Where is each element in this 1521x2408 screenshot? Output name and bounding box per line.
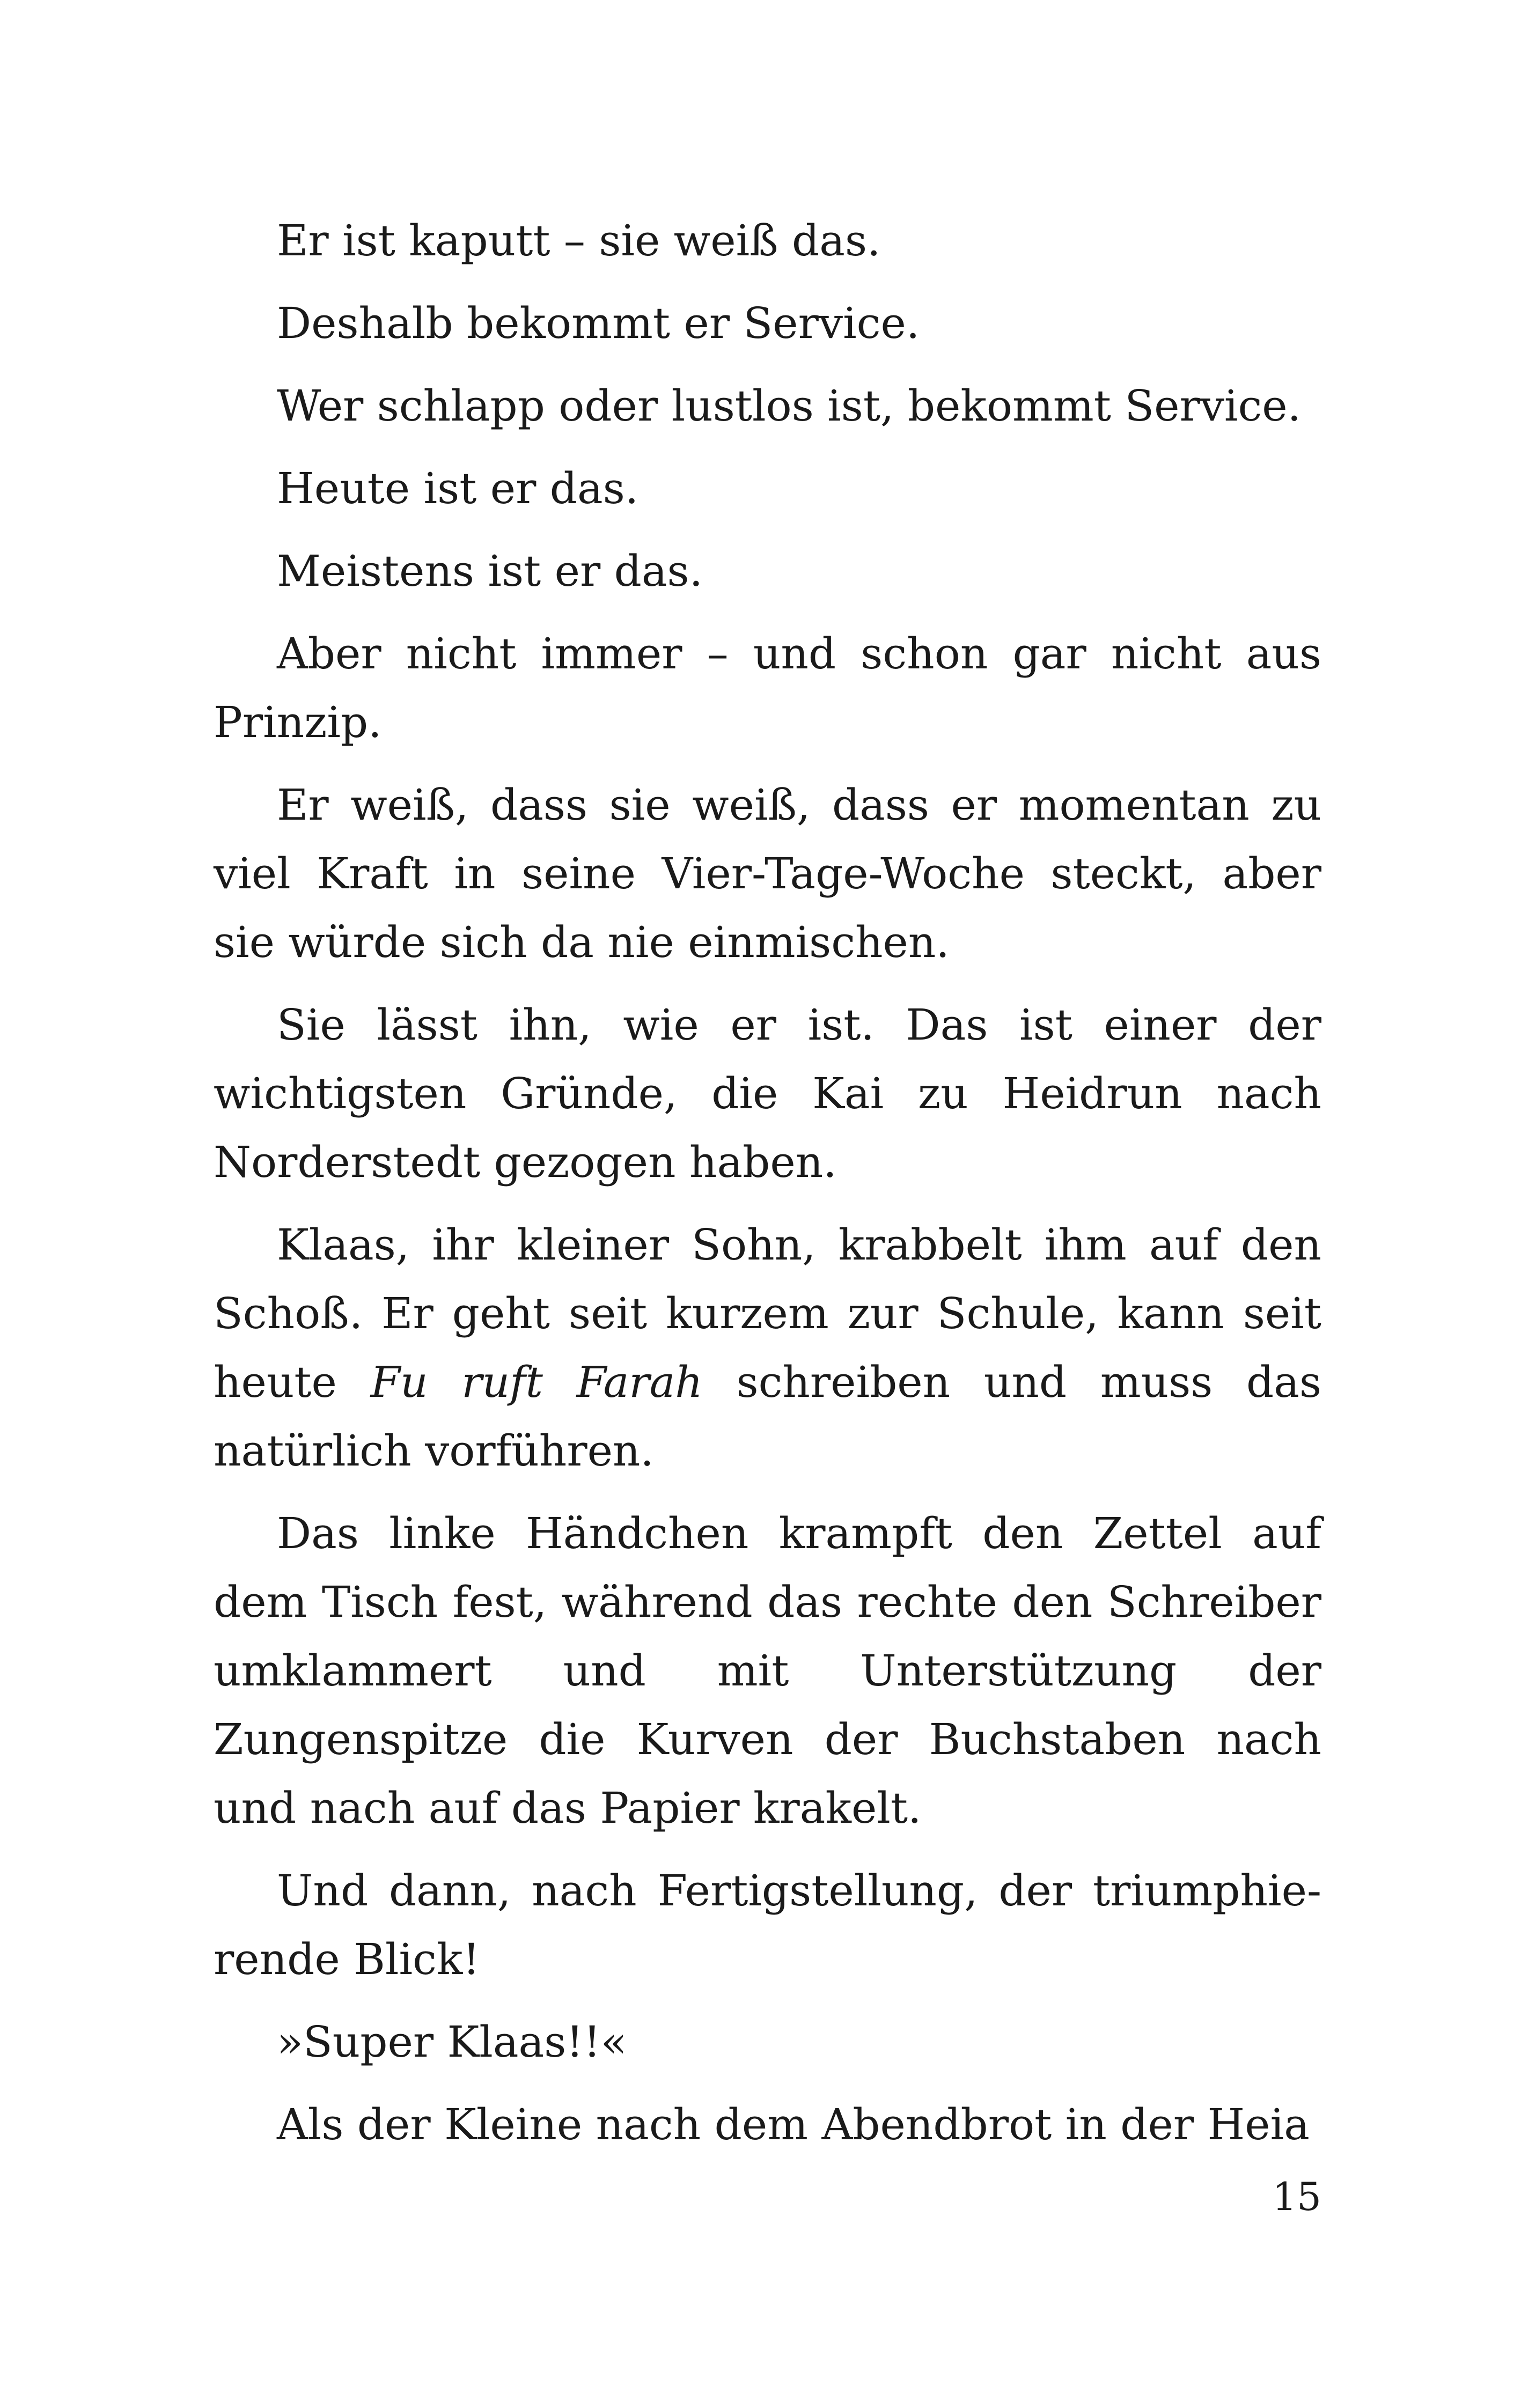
paragraph-text: Klaas, ihr kleiner Sohn, krabbelt ihm auf den Schoß. Er geht seit kurzem zur Schule, kann seit heute — [214, 1220, 1321, 1407]
page-number: 15 — [1272, 2174, 1321, 2219]
paragraph: Aber nicht immer – und schon gar nicht aus Prinzip. — [214, 629, 1321, 747]
paragraph: Und dann, nach Fertigstellung, der triumphierende Blick! — [214, 1866, 1321, 1984]
body-text — [214, 207, 1321, 2173]
italic-title: Fu ruft Farah — [370, 1357, 703, 1407]
paragraph: Als der Kleine nach dem Abendbrot in der Heia — [277, 2100, 1310, 2149]
paragraph: Wer schlapp oder lustlos ist, bekommt Service. — [277, 381, 1302, 431]
paragraph: Deshalb bekommt er Service. — [277, 298, 920, 348]
paragraph: Sie lässt ihn, wie er ist. Das ist einer der wichtigsten Gründe, die Kai zu Heidrun nach Norderstedt gezogen haben. — [214, 1000, 1321, 1187]
paragraph: Das linke Händchen krampft den Zettel auf dem Tisch fest, während das rechte den Schreiber umklammert und mit Unterstützung der Zungenspitze die Kurven der Buchstaben nach und nach auf das Papier krakelt. — [214, 1508, 1321, 1833]
paragraph-text: schreiben und muss das natürlich vorführen. — [214, 1357, 1321, 1476]
paragraph: Heute ist er das. — [277, 463, 639, 513]
paragraph-klaas — [214, 1211, 1321, 1485]
paragraph: »Super Klaas!!« — [277, 2017, 627, 2067]
paragraph: Er ist kaputt – sie weiß das. — [277, 216, 881, 266]
paragraph: Er weiß, dass sie weiß, dass er momentan zu viel Kraft in seine Vier-Tage-Woche steckt, aber sie würde sich da nie einmischen. — [214, 780, 1321, 967]
paragraph: Meistens ist er das. — [277, 546, 703, 596]
